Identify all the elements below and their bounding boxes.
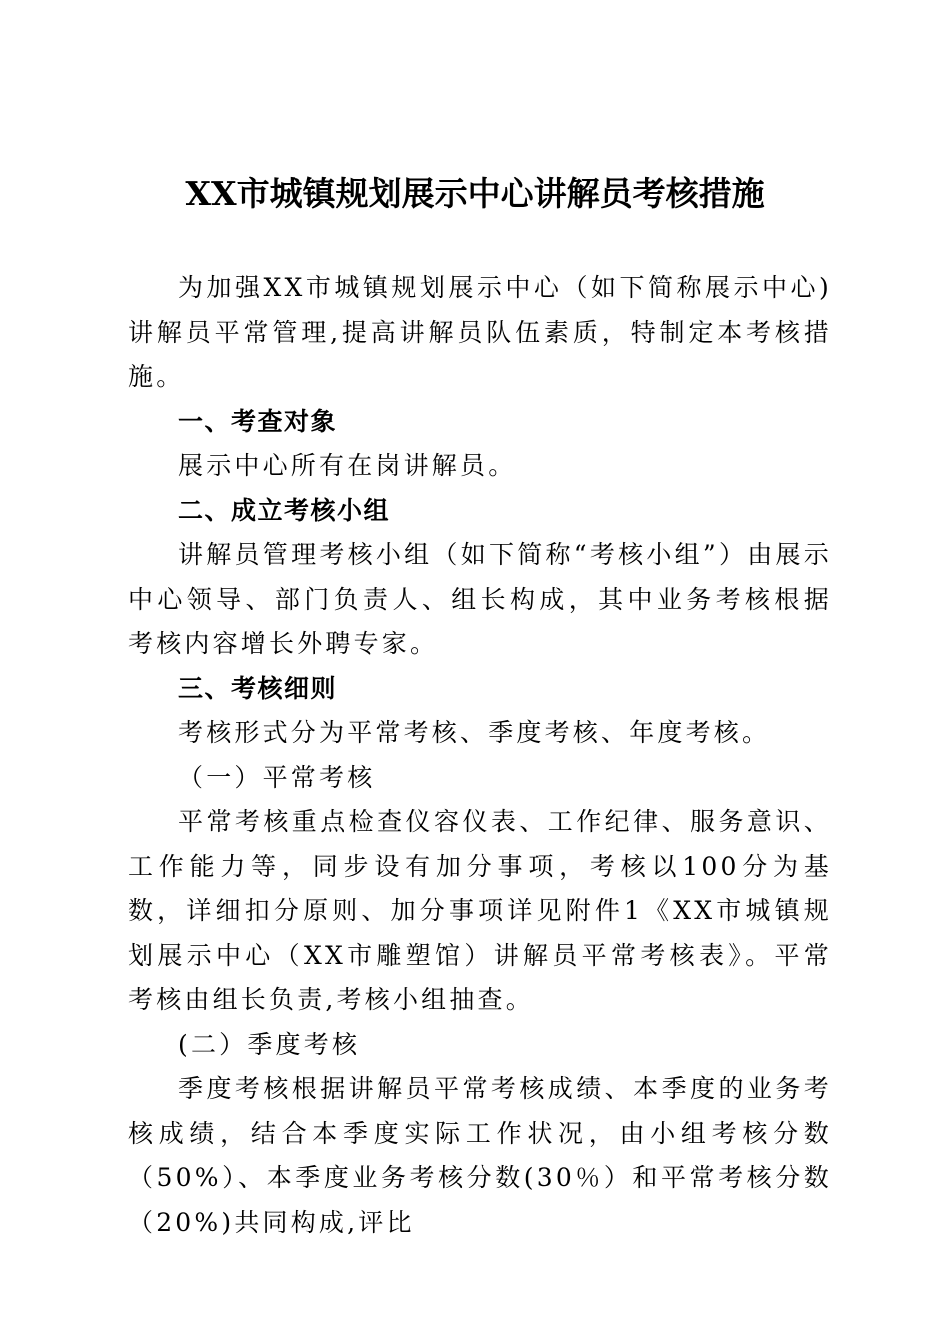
section-heading-3: 三、考核细则 [178, 673, 338, 703]
paragraph-routine: 平常考核重点检查仪容仪表、工作纪律、服务意识、工作能力等，同步设有加分事项，考核以100分为基数，详细扣分原则、加分事项详见附件1《XX市城镇规划展示中心（XX市雕塑馆）讲解员平常考核表》。平常考核由组长负责,考核小组抽查。 [128, 807, 832, 1014]
paragraph-group: 讲解员管理考核小组（如下简称“考核小组”）由展示中心领导、部门负责人、组长构成，其中业务考核根据考核内容增长外聘专家。 [128, 540, 832, 658]
subsection-heading-1: （一）平常考核 [178, 762, 376, 792]
paragraph-forms: 考核形式分为平常考核、季度考核、年度考核。 [178, 718, 771, 747]
document-body [128, 266, 832, 1245]
section-heading-2: 二、成立考核小组 [178, 495, 391, 525]
paragraph-intro: 为加强XX市城镇规划展示中心（如下简称展示中心)讲解员平常管理,提高讲解员队伍素质，特制定本考核措施。 [128, 273, 832, 391]
document-title: XX市城镇规划展示中心讲解员考核措施 [185, 174, 765, 213]
paragraph-scope: 展示中心所有在岗讲解员。 [178, 451, 517, 480]
subsection-heading-2: (二）季度考核 [178, 1029, 361, 1059]
paragraph-quarterly: 季度考核根据讲解员平常考核成绩、本季度的业务考核成绩，结合本季度实际工作状况，由小组考核分数（50%）、本季度业务考核分数(30％）和平常考核分数（20%)共同构成,评比 [128, 1074, 832, 1237]
section-heading-1: 一、考查对象 [178, 406, 338, 436]
